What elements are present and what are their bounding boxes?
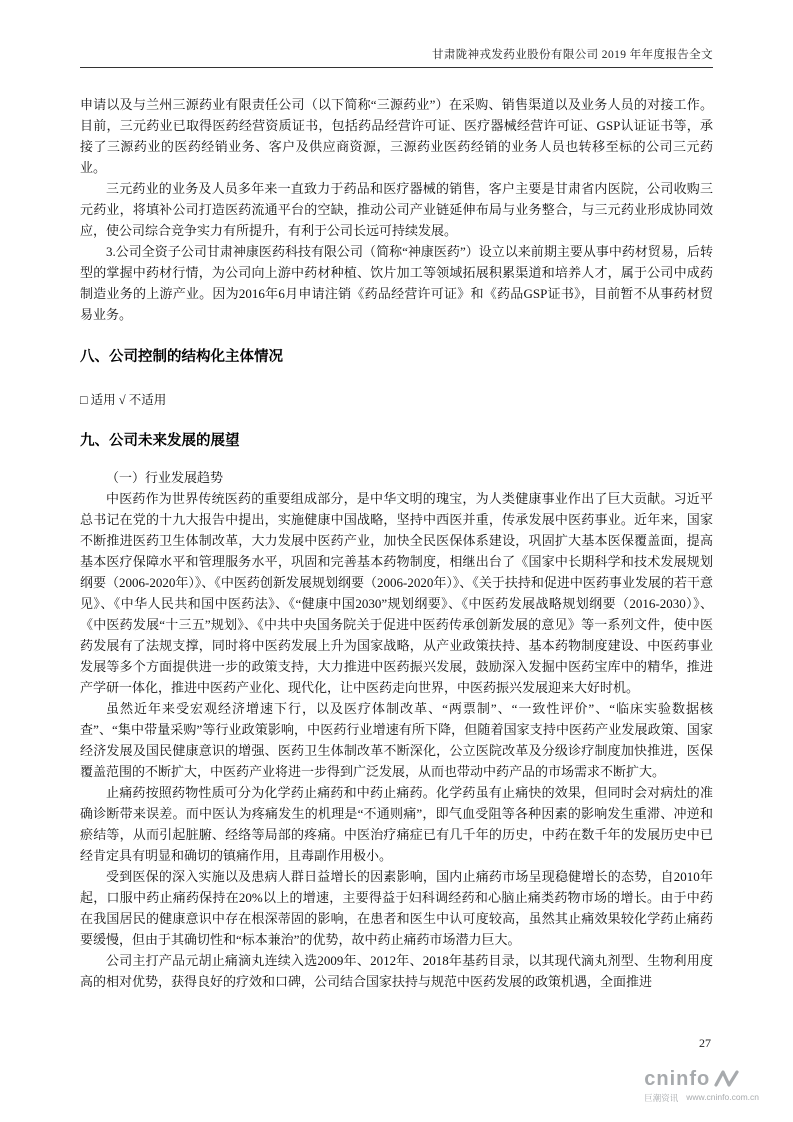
document-body <box>80 94 713 992</box>
cninfo-logo-text: cninfo <box>644 1068 711 1090</box>
cninfo-chinese-name: 巨潮资讯 <box>644 1093 679 1103</box>
cninfo-logo <box>644 1069 759 1104</box>
cninfo-subtext <box>644 1092 759 1104</box>
paragraph-tcm-industry-policy: 中医药作为世界传统医药的重要组成部分，是中华文明的瑰宝，为人类健康事业作出了巨大贡献。习近平总书记在党的十九大报告中提出，实施健康中国战略，坚持中西医并重，传承发展中医药事业。近年来，国家不断推进医药卫生体制改革，大力发展中医药产业，加快全民医保体系建设，巩固扩大基本医保覆盖面，提高基本医疗保障水平和管理服务水平，巩固和完善基本药物制度，相继出台了《国家中长期科学和技术发展规划纲要（2006-2020年）》、《中医药创新发展规划纲要（2006-2020年）》、《关于扶持和促进中医药事业发展的若干意见》、《中华人民共和国中医药法》、《“健康中国2030”规划纲要》、《中医药发展战略规划纲要（2016-2030）》、《中医药发展“十三五”规划》、《中共中央国务院关于促进中医药传承创新发展的意见》等一系列文件，使中医药发展有了法规支撑，同时将中医药发展上升为国家战略，从产业政策扶持、基本药物制度建设、中医药事业发展等多个方面提供进一步的政策支持，大力推进中医药振兴发展，鼓励深入发掘中医药宝库中的精华，推进产学研一体化，推进中医药产业化、现代化，让中医药走向世界，中医药振兴发展迎来大好时机。 <box>80 491 713 695</box>
paragraph-flagship-product: 公司主打产品元胡止痛滴丸连续入选2009年、2012年、2018年基药目录，以其现代滴丸剂型、生物利用度高的相对优势，获得良好的疗效和口碑，公司结合国家扶持与规范中医药发展的政策机遇，全面推进 <box>80 953 713 989</box>
paragraph-analgesic-classification: 止痛药按照药物性质可分为化学药止痛药和中药止痛药。化学药虽有止痛快的效果，但同时会对病灶的准确诊断带来误差。而中医认为疼痛发生的机理是“不通则痛”，即气血受阻等各种因素的影响发生重滞、冲逆和瘀结等，从而引起脏腑、经络等局部的疼痛。中医治疗痛症已有几千年的历史，中药在数千年的发展历史中已经肯定具有明显和确切的镇痛作用，且毒副作用极小。 <box>80 785 713 863</box>
paragraph-analgesic-market-growth: 受到医保的深入实施以及患病人群日益增长的因素影响，国内止痛药市场呈现稳健增长的态势，自2010年起，口服中药止痛药保持在20%以上的增速，主要得益于妇科调经药和心脑止痛类药物市场的增长。由于中药在我国居民的健康意识中存在根深蒂固的影响，在患者和医生中认可度较高，虽然其止痛效果较化学药止痛药要缓慢，但由于其确切性和“标本兼治”的优势，故中药止痛药市场潜力巨大。 <box>80 869 713 947</box>
paragraph-continuation: 申请以及与兰州三源药业有限责任公司（以下简称“三源药业”）在采购、销售渠道以及业务人员的对接工作。目前，三元药业已取得医药经营资质证书，包括药品经营许可证、医疗器械经营许可证、GSP认证证书等，承接了三源药业的医药经销业务、客户及供应商资源，三源药业医药经销的业务人员也转移至标的公司三元药业。 <box>80 97 713 175</box>
section-heading-future-outlook: 九、公司未来发展的展望 <box>80 433 240 449</box>
subsection-heading-industry-trends: （一）行业发展趋势 <box>106 470 224 485</box>
document-header <box>80 46 713 68</box>
cninfo-url: www.cninfo.com.cn <box>686 1092 759 1102</box>
cninfo-wordmark <box>644 1069 759 1089</box>
header-divider <box>80 67 713 68</box>
paragraph-shenkang-subsidiary: 3.公司全资子公司甘肃神康医药科技有限公司（简称“神康医药”）设立以来前期主要从事中药材贸易，后转型的掌握中药材行情，为公司向上游中药材种植、饮片加工等领域拓展积累渠道和培养人才，属于公司中成药制造业务的上游产业。因为2016年6月申请注销《药品经营许可证》和《药品GSP证书》，目前暂不从事药材贸易业务。 <box>80 244 713 322</box>
page-number: 27 <box>699 1036 711 1050</box>
paragraph-macro-policy-impact: 虽然近年来受宏观经济增速下行，以及医疗体制改革、“两票制”、“一致性评价”、“临床实验数据核查”、“集中带量采购”等行业政策影响，中医药行业增速有所下降，但随着国家支持中医药产业发展政策、国家经济发展及国民健康意识的增强、医药卫生体制改革不断深化，公立医院改革及分级诊疗制度加快推进，医保覆盖范围的不断扩大，中医药产业将进一步得到广泛发展，从而也带动中药产品的市场需求不断扩大。 <box>80 701 713 779</box>
paragraph-sanyuan-business: 三元药业的业务及人员多年来一直致力于药品和医疗器械的销售，客户主要是甘肃省内医院，公司收购三元药业，将填补公司打造医药流通平台的空缺，推动公司产业链延伸布局与业务整合，与三元药业形成协同效应，使公司综合竞争实力有所提升，有利于公司长远可持续发展。 <box>80 181 713 238</box>
section-heading-structured-entities: 八、公司控制的结构化主体情况 <box>80 349 283 365</box>
report-title-header: 甘肃陇神戎发药业股份有限公司 2019 年年度报告全文 <box>431 49 713 61</box>
cninfo-wave-icon <box>714 1069 740 1089</box>
applicability-statement: □ 适用 √ 不适用 <box>80 393 167 407</box>
